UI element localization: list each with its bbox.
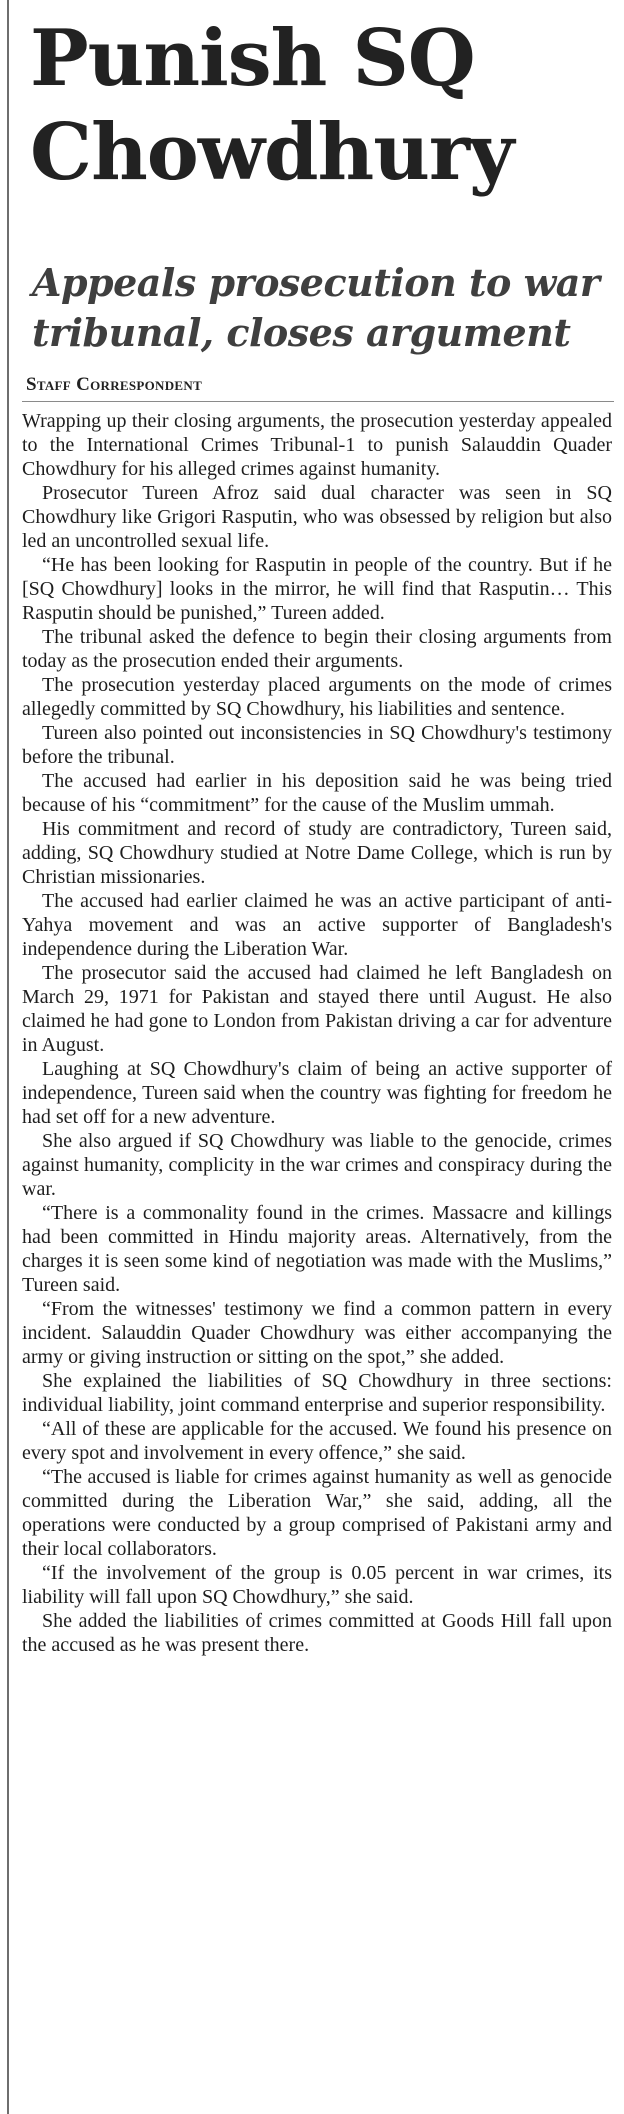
paragraph: His commitment and record of study are contradictory, Tureen said, adding, SQ Chowdhury studied at Notre Dame College, which is run by Christian missionaries. [22, 818, 612, 888]
subheadline: Appeals prosecution to war tribunal, closes argument [32, 260, 600, 355]
paragraph: The prosecution yesterday placed arguments on the mode of crimes allegedly committed by SQ Chowdhury, his liabilities and sentence. [22, 674, 612, 720]
paragraph: “If the involvement of the group is 0.05 percent in war crimes, its liability will fall upon SQ Chowdhury,” she said. [22, 1562, 612, 1608]
column-rule [7, 0, 9, 2114]
paragraph: She explained the liabilities of SQ Chowdhury in three sections: individual liability, joint command enterprise and superior responsibility. [22, 1370, 612, 1416]
paragraph: “There is a commonality found in the crimes. Massacre and killings had been committed in Hindu majority areas. Alternatively, from the charges it is seen some kind of negotiation was made with the Muslims,” Tureen said. [22, 1202, 612, 1296]
byline: Staff Correspondent [26, 374, 203, 395]
paragraph: The accused had earlier in his deposition said he was being tried because of his “commitment” for the cause of the Muslim ummah. [22, 770, 612, 816]
paragraph: “From the witnesses' testimony we find a common pattern in every incident. Salauddin Quader Chowdhury was either accompanying the army or giving instruction or sitting on the spot,” she added. [22, 1298, 612, 1368]
paragraph: Prosecutor Tureen Afroz said dual character was seen in SQ Chowdhury like Grigori Rasputin, who was obsessed by religion but also led an uncontrolled sexual life. [22, 482, 612, 552]
byline-divider [22, 401, 614, 402]
paragraph: Laughing at SQ Chowdhury's claim of being an active supporter of independence, Tureen said when the country was fighting for freedom he had set off for a new adventure. [22, 1058, 612, 1128]
paragraph: The prosecutor said the accused had claimed he left Bangladesh on March 29, 1971 for Pakistan and stayed there until August. He also claimed he had gone to London from Pakistan driving a car for adventure in August. [22, 962, 612, 1056]
paragraph: Tureen also pointed out inconsistencies in SQ Chowdhury's testimony before the tribunal. [22, 722, 612, 768]
paragraph: “All of these are applicable for the accused. We found his presence on every spot and involvement in every offence,” she said. [22, 1418, 612, 1464]
paragraph: “The accused is liable for crimes against humanity as well as genocide committed during the Liberation War,” she said, adding, all the operations were conducted by a group comprised of Pakistani army and their local collaborators. [22, 1466, 612, 1560]
paragraph: The accused had earlier claimed he was an active participant of anti-Yahya movement and was an active supporter of Bangladesh's independence during the Liberation War. [22, 890, 612, 960]
paragraph: The tribunal asked the defence to begin their closing arguments from today as the prosecution ended their arguments. [22, 626, 612, 672]
paragraph: “He has been looking for Rasputin in people of the country. But if he [SQ Chowdhury] looks in the mirror, he will find that Rasputin… This Rasputin should be punished,” Tureen added. [22, 554, 612, 624]
paragraph: She also argued if SQ Chowdhury was liable to the genocide, crimes against humanity, complicity in the war crimes and conspiracy during the war. [22, 1130, 612, 1200]
paragraph: Wrapping up their closing arguments, the prosecution yesterday appealed to the International Crimes Tribunal-1 to punish Salauddin Quader Chowdhury for his alleged crimes against humanity. [22, 410, 612, 480]
paragraph: She added the liabilities of crimes committed at Goods Hill fall upon the accused as he was present there. [22, 1610, 612, 1656]
headline: Punish SQ Chowdhury [30, 13, 514, 198]
article-body [22, 409, 612, 1657]
